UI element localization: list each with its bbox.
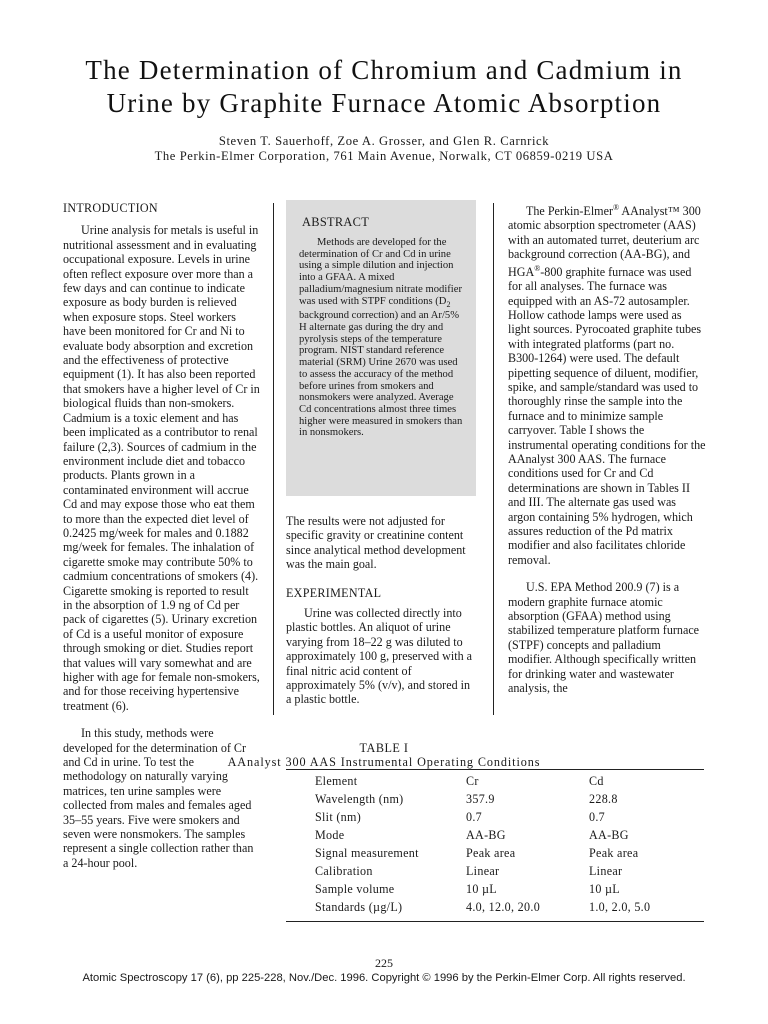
table-cell: 0.7 xyxy=(589,810,606,824)
right-paragraph-1 xyxy=(508,201,706,567)
table-row xyxy=(0,828,768,846)
middle-paragraph-1: The results were not adjusted for specific gravity or creatinine content since analytical method development was the main goal. xyxy=(286,514,466,572)
table-header-cell: Cd xyxy=(589,774,604,788)
table-row xyxy=(0,792,768,810)
experimental-heading: EXPERIMENTAL xyxy=(286,585,382,600)
table-row xyxy=(0,864,768,882)
table-subtitle: AAnalyst 300 AAS Instrumental Operating Conditions xyxy=(227,755,541,769)
registered-mark-2: ® xyxy=(534,263,541,273)
table-title: TABLE I xyxy=(359,741,409,755)
right-p1-start: The Perkin-Elmer xyxy=(526,204,613,219)
table-cell: AA-BG xyxy=(466,828,506,842)
column-divider-left xyxy=(273,203,274,715)
table-row xyxy=(0,900,768,918)
paper-title xyxy=(0,54,768,120)
abstract-heading: ABSTRACT xyxy=(302,215,370,229)
abstract-subscript: 2 xyxy=(446,299,451,309)
introduction-paragraph-1: Urine analysis for metals is useful in nutritional assessment and in evaluating occupational exposure. Levels in urine often reflect exposure over more than a few days and can continue to indicate exposure as body burden is relieved when exposure stops. Steel workers have been monitored for Cr and Ni to evaluate body absorption and excretion and the effectiveness of protective equipment (1). It has also been reported that smokers have a higher level of Cr in biological fluids than non-smokers. Cadmium is a toxic element and has been implicated as a contributor to renal failure (2,3). Sources of cadmium in the environment include diet and tobacco products. Plants grown in a contaminated environment will accrue Cd and may expose those who eat them to more than the expected diet level of 0.2425 mg/week for males and 0.1882 mg/week for females. The inhalation of cigarette smoke may contribute 50% to cadmium concentrations of smokers (4). Cigarette smoking is reported to result in the absorption of 1.9 ng of Cd per pack of cigarettes (5). Urinary excretion of Cd is a useful monitor of exposure through smoking or diet. Studies report that values will vary somewhat and are higher with age for female non-smokers, and for those receiving hypertensive treatment (6). xyxy=(63,223,260,713)
affiliation: The Perkin-Elmer Corporation, 761 Main Avenue, Norwalk, CT 06859-0219 USA xyxy=(154,149,614,163)
table-row xyxy=(0,882,768,900)
table-cell: Linear xyxy=(466,864,500,878)
table-cell: Signal measurement xyxy=(315,846,419,860)
introduction-column xyxy=(63,201,260,870)
table-cell: Peak area xyxy=(466,846,516,860)
table-cell: Mode xyxy=(315,828,345,842)
table-cell: 10 µL xyxy=(466,882,497,896)
table-cell: Wavelength (nm) xyxy=(315,792,404,806)
abstract-box xyxy=(286,200,476,496)
table-row xyxy=(0,810,768,828)
table-row xyxy=(0,846,768,864)
registered-mark-1: ® xyxy=(612,203,620,212)
experimental-paragraph: Urine was collected directly into plastic bottles. An aliquot of urine varying from 18–22 g was diluted to approximately 100 g, preserved with a final nitric acid content of approximately 5% (v/v), and stored in a plastic bottle. xyxy=(286,606,473,707)
table-cell: Calibration xyxy=(315,864,373,878)
table-cell: 357.9 xyxy=(466,792,495,806)
table-cell: Slit (nm) xyxy=(315,810,362,824)
table-cell: 0.7 xyxy=(466,810,483,824)
table-cell: 228.8 xyxy=(589,792,618,806)
page-number: 225 xyxy=(375,956,393,970)
right-p1-middle: AAnalyst™ 300 atomic absorption spectrometer (AAS) with an automated turret, deuterium arc background correction (AA-BG), and HGA xyxy=(508,204,701,279)
journal-footer: Atomic Spectroscopy 17 (6), pp 225-228, Nov./Dec. 1996. Copyright © 1996 by the Perkin-Elmer Corp. All rights reserved. xyxy=(82,972,686,984)
table-cell: AA-BG xyxy=(589,828,629,842)
table-header-cell: Cr xyxy=(466,774,479,788)
column-divider-right xyxy=(493,203,494,715)
table-top-rule xyxy=(286,769,704,770)
title-line-1: The Determination of Chromium and Cadmium in xyxy=(85,55,683,85)
table-header-row xyxy=(0,774,768,792)
right-p1-end: -800 graphite furnace was used for all analyses. The furnace was equipped with an AS-72 autosampler. Hollow cathode lamps were used as light sources. Pyrocoated graphite tubes with integrated platforms (part no. B300-1264) were used. The default pipetting sequence of diluent, modifier, spike, and sample/standard was used to thoroughly rinse the sample into the furnace and to minimize sample carryover. Table I shows the instrumental operating conditions for the AAnalyst 300 AAS. The furnace conditions used for Cr and Cd determinations are shown in Tables II and III. The alternate gas used was argon containing 5% hydrogen, which assures reduction of the Pd matrix modifier and also facilitates chloride removal. xyxy=(508,264,706,567)
table-cell: Linear xyxy=(589,864,623,878)
right-column xyxy=(508,201,706,695)
abstract-body xyxy=(299,237,465,439)
introduction-heading: INTRODUCTION xyxy=(63,201,158,215)
introduction-paragraph-2: In this study, methods were developed for the determination of Cr and Cd in urine. To test the methodology on naturally varying matrices, ten urine samples were collected from males and females aged 35–55 years. Five were smokers and seven were nonsmokers. The samples represent a single collection rather than a 24-hour pool. xyxy=(63,726,254,870)
title-line-2: Urine by Graphite Furnace Atomic Absorption xyxy=(106,88,662,118)
table-bottom-rule xyxy=(286,921,704,922)
middle-column xyxy=(286,514,476,707)
right-paragraph-2: U.S. EPA Method 200.9 (7) is a modern graphite furnace atomic absorption (GFAA) method using stabilized temperature platform furnace (STPF) concepts and palladium modifier. Although specifically written for drinking water and wastewater analysis, the xyxy=(508,580,700,696)
table-cell: 4.0, 12.0, 20.0 xyxy=(466,900,541,914)
abstract-text-start: Methods are developed for the determination of Cr and Cd in urine using a simple dilution and injection into a GFAA. A mixed palladium/magnesium nitrate modifier was used with STPF conditions (D xyxy=(299,237,462,307)
table-cell: Sample volume xyxy=(315,882,395,896)
authors: Steven T. Sauerhoff, Zoe A. Grosser, and Glen R. Carnrick xyxy=(218,134,550,148)
table-cell: Peak area xyxy=(589,846,639,860)
table-cell: Standards (µg/L) xyxy=(315,900,403,914)
table-cell: 1.0, 2.0, 5.0 xyxy=(589,900,651,914)
abstract-text xyxy=(299,237,465,439)
abstract-text-end: background correction) and an Ar/5% H alternate gas during the dry and pyrolysis steps of the temperature program. NIST standard reference material (SRM) Urine 2670 was used to assess the accuracy of the method before urines from smokers and nonsmokers were analyzed. Average Cd concentrations almost three times higher were measured in smokers than in nonsmokers. xyxy=(299,310,463,439)
table-header-cell: Element xyxy=(315,774,358,788)
table-cell: 10 µL xyxy=(589,882,620,896)
